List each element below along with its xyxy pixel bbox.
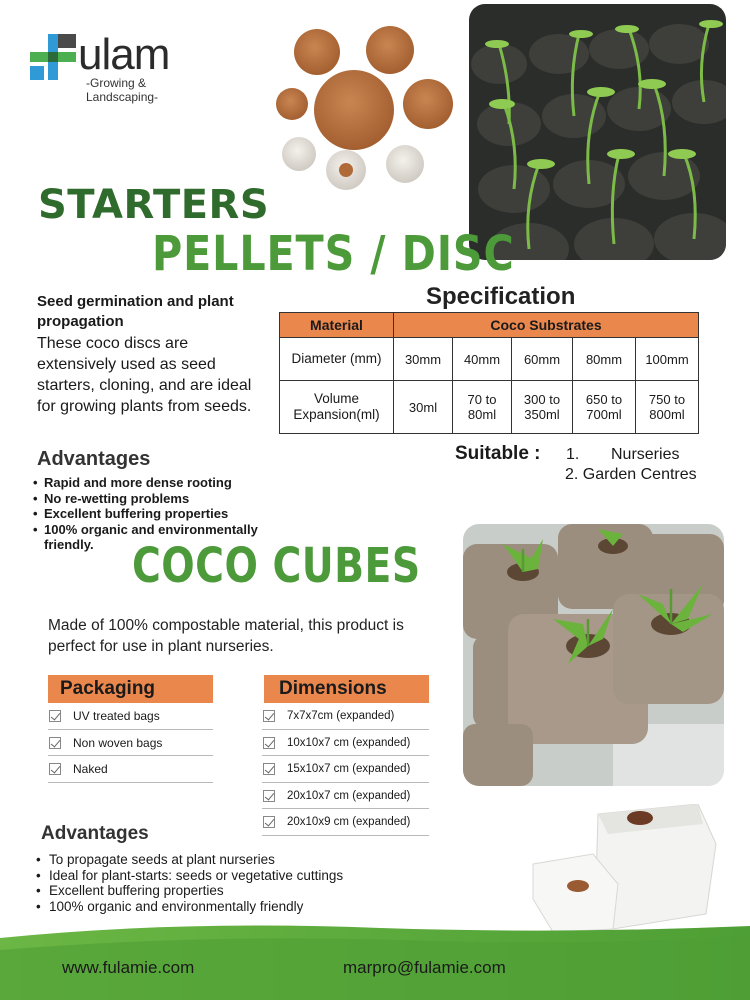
packaging-option: Non woven bags (73, 735, 163, 750)
header-material: Material (280, 313, 394, 337)
list-item (262, 809, 429, 836)
checkbox-icon (49, 737, 61, 749)
list-item (48, 730, 213, 757)
dimensions-header: Dimensions (264, 675, 429, 703)
table-cell: 30mm (394, 338, 453, 380)
brand-tagline: -Growing & Landscaping- (86, 76, 159, 104)
cubes-advantages-title: Advantages (41, 823, 149, 844)
list-item (48, 703, 213, 730)
list-item (262, 703, 429, 730)
packaging-option: Naked (73, 762, 108, 776)
checkbox-icon (263, 710, 275, 722)
suitable-item (565, 466, 697, 484)
row-label: Volume Expansion(ml) (280, 381, 394, 433)
coco-cubes-heading: COCO CUBES (132, 538, 421, 594)
checkbox-icon (49, 710, 61, 722)
list-item: • Excellent buffering properties (35, 883, 415, 899)
packaging-list (48, 703, 213, 783)
table-cell: 30ml (394, 381, 453, 433)
table-cell: 100mm (645, 351, 689, 367)
coco-discs-image (272, 22, 464, 200)
dimension-option: 7x7x7cm (expanded) (287, 710, 395, 722)
list-item (262, 730, 429, 757)
list-item (262, 783, 429, 810)
pellets-advantages-title: Advantages (37, 448, 151, 470)
wrapped-cubes-photo (528, 804, 718, 934)
suitable-item: Nurseries (611, 446, 680, 463)
table-header (280, 313, 698, 337)
table-cell: 40mm (453, 338, 512, 380)
table-cell: 750 to 800ml (648, 392, 686, 422)
pellets-disc-heading: PELLETS / DISC (152, 226, 515, 282)
suitable-label: Suitable : (455, 443, 541, 464)
dimension-option: 20x10x9 cm (expanded) (287, 816, 411, 829)
suitable-number: 2. (565, 466, 579, 483)
row-label: Diameter (mm) (280, 338, 394, 380)
list-item: • 100% organic and environmentally friendly. (32, 522, 282, 553)
list-item: • Excellent buffering properties (32, 506, 282, 522)
footer-website[interactable]: www.fulamie.com (62, 958, 195, 977)
table-cell: 650 to 700ml (573, 381, 636, 433)
list-item: • 100% organic and environmentally friendly (35, 899, 415, 915)
table-cell: 60mm (512, 338, 573, 380)
suitable-item-label: Garden Centres (582, 466, 697, 483)
footer-email[interactable]: marpro@fulamie.com (343, 958, 506, 977)
checkbox-icon (263, 763, 275, 775)
brand-logo (30, 30, 200, 104)
table-row (280, 337, 698, 380)
dimension-option: 20x10x7 cm (expanded) (287, 789, 411, 802)
logo-mark-icon (30, 34, 76, 80)
table-cell: 80mm (573, 338, 636, 380)
pellets-subtitle: Seed germination and plant propagation (37, 293, 234, 330)
brand-name: ulam (78, 30, 170, 79)
header-substrate: Coco Substrates (490, 317, 602, 333)
checkbox-icon (263, 737, 275, 749)
packaging-option: UV treated bags (73, 709, 160, 723)
list-item: • To propagate seeds at plant nurseries (35, 852, 415, 868)
seedlings-tray-photo (469, 4, 726, 260)
table-cell: 300 to 350ml (512, 381, 573, 433)
cubes-description: Made of 100% compostable material, this product is perfect for use in plant nurseries. (48, 617, 404, 655)
checkbox-icon (263, 816, 275, 828)
dimensions-list (262, 703, 429, 836)
suitable-number: 1. (566, 446, 580, 463)
list-item (262, 756, 429, 783)
coco-cubes-photo (463, 524, 724, 786)
dimension-option: 15x10x7 cm (expanded) (287, 763, 411, 776)
specification-title: Specification (426, 283, 576, 310)
dimension-option: 10x10x7 cm (expanded) (287, 736, 411, 749)
checkbox-icon (49, 763, 61, 775)
list-item: • Rapid and more dense rooting (32, 475, 282, 491)
checkbox-icon (263, 790, 275, 802)
list-item: • No re-wetting problems (32, 491, 282, 507)
list-item (48, 756, 213, 783)
table-cell: 70 to 80ml (453, 381, 512, 433)
specification-table (279, 312, 699, 434)
starters-heading: STARTERS (38, 182, 270, 228)
pellets-description: These coco discs are extensively used as seed starters, cloning, and are ideal for growing plants from seeds. (37, 335, 252, 415)
packaging-header: Packaging (48, 675, 213, 703)
list-item: • Ideal for plant-starts: seeds or vegetative cuttings (35, 868, 415, 884)
table-row (280, 380, 698, 433)
cubes-advantages-list (35, 852, 415, 915)
